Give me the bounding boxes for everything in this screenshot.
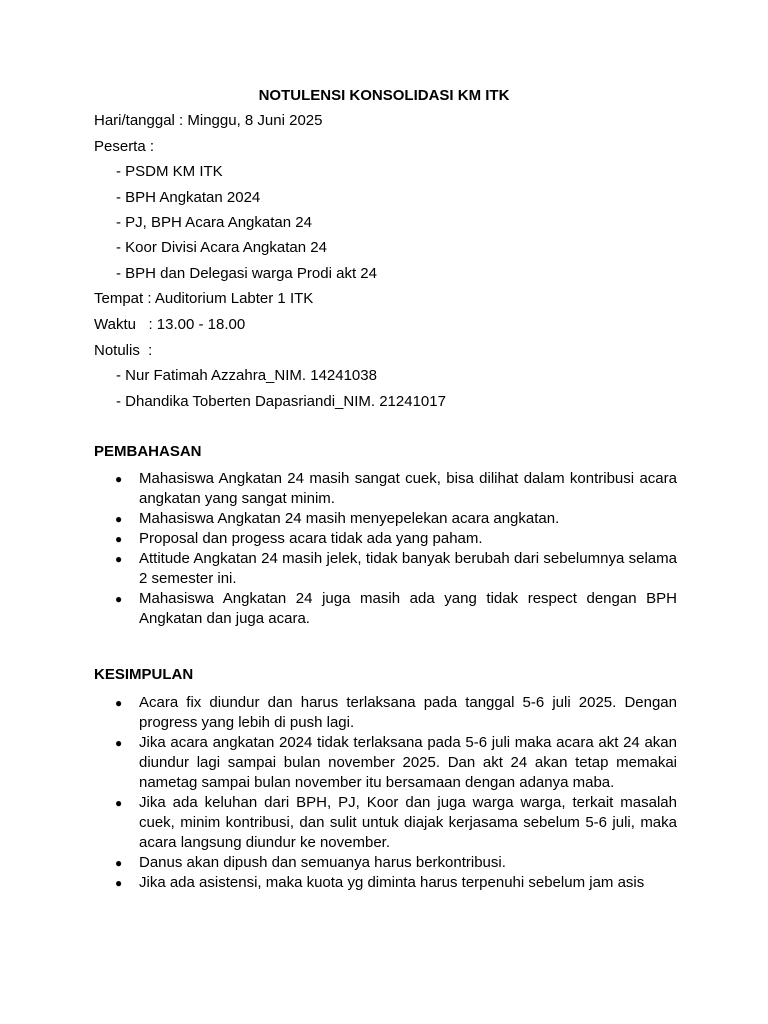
list-item [0,529,677,549]
list-item [0,469,677,509]
kesimpulan-heading: KESIMPULAN [94,666,194,683]
list-item [0,793,677,853]
tempat: Tempat : Auditorium Labter 1 ITK [94,290,314,307]
peserta-item: - Koor Divisi Acara Angkatan 24 [116,239,327,256]
list-item [0,873,677,893]
bullet-icon: ● [115,796,123,810]
peserta-label: Peserta : [94,138,155,155]
bullet-icon: ● [115,552,123,566]
bullet-icon: ● [115,876,123,890]
bullet-icon: ● [115,472,123,486]
peserta-item: - BPH dan Delegasi warga Prodi akt 24 [116,265,377,282]
list-item-text: Jika ada asistensi, maka kuota yg diminta harus terpenuhi sebelum jam asis [139,874,645,891]
list-item [0,549,677,589]
list-item [0,589,677,629]
notulis-item: - Nur Fatimah Azzahra_NIM. 14241038 [116,367,377,384]
list-item-text: Acara fix diundur dan harus terlaksana pada tanggal 5-6 juli 2025. Dengan progress yang lebih di push lagi. [139,694,677,731]
bullet-icon: ● [115,592,123,606]
notulis-item: - Dhandika Toberten Dapasriandi_NIM. 21241017 [116,393,446,410]
list-item-text: Jika ada keluhan dari BPH, PJ, Koor dan juga warga warga, terkait masalah cuek, minim kontribusi, dan sulit untuk diajak kerjasama sebelum 5-6 juli, maka acara langsung diundur ke november. [139,794,677,851]
list-item-text: Jika acara angkatan 2024 tidak terlaksana pada 5-6 juli maka acara akt 24 akan diundur lagi sampai bulan november 2025. Dan akt 24 akan tetap memakai nametag sampai bulan november itu bersamaan dengan adanya maba. [139,734,677,791]
list-item-text: Mahasiswa Angkatan 24 masih sangat cuek, bisa dilihat dalam kontribusi acara angkatan yang sangat minim. [139,470,677,507]
kesimpulan-list [0,693,768,893]
bullet-icon: ● [115,856,123,870]
peserta-item: - PSDM KM ITK [116,163,223,180]
peserta-item: - BPH Angkatan 2024 [116,189,261,206]
bullet-icon: ● [115,696,123,710]
bullet-icon: ● [115,736,123,750]
pembahasan-list [0,469,768,629]
hari-tanggal: Hari/tanggal : Minggu, 8 Juni 2025 [94,112,323,129]
peserta-item: - PJ, BPH Acara Angkatan 24 [116,214,312,231]
list-item-text: Danus akan dipush dan semuanya harus berkontribusi. [139,854,506,871]
list-item [0,509,677,529]
document-title: NOTULENSI KONSOLIDASI KM ITK [258,87,510,104]
list-item [0,853,677,873]
waktu: Waktu : 13.00 - 18.00 [94,316,246,333]
list-item [0,693,677,733]
pembahasan-heading: PEMBAHASAN [94,443,202,460]
list-item-text: Mahasiswa Angkatan 24 juga masih ada yang tidak respect dengan BPH Angkatan dan juga acara. [139,590,677,627]
list-item-text: Proposal dan progess acara tidak ada yang paham. [139,530,483,547]
list-item [0,733,677,793]
list-item-text: Attitude Angkatan 24 masih jelek, tidak banyak berubah dari sebelumnya selama 2 semester ini. [139,550,677,587]
bullet-icon: ● [115,532,123,546]
list-item-text: Mahasiswa Angkatan 24 masih menyepelekan acara angkatan. [139,510,560,527]
notulis-label: Notulis : [94,342,153,359]
bullet-icon: ● [115,512,123,526]
